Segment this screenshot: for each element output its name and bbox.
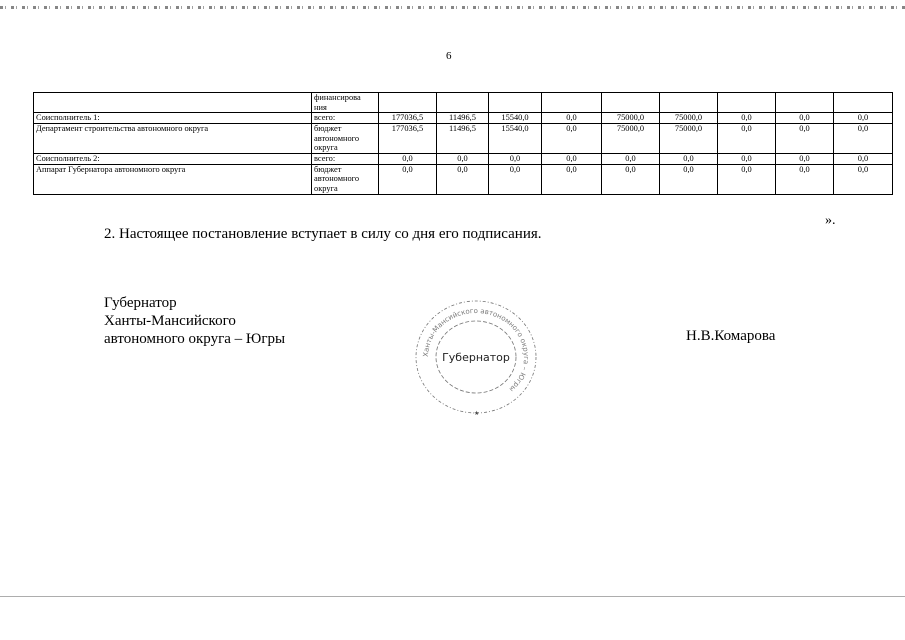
value-cell: 0,0 [776, 164, 834, 194]
value-cell: 0,0 [776, 123, 834, 153]
source-label: бюджет автономного округа [312, 123, 379, 153]
signatory-block [104, 294, 285, 348]
value-cell: 0,0 [542, 123, 602, 153]
value-cell: 15540,0 [489, 113, 542, 124]
value-cell: 0,0 [437, 164, 489, 194]
clause-text: 2. Настоящее постановление вступает в силу со дня его подписания. [104, 226, 542, 242]
signatory-title: Губернатор [104, 295, 177, 311]
signatory-region-suffix: автономного округа – Югры [104, 331, 286, 347]
value-cell: 177036,5 [379, 113, 437, 124]
table-row [34, 113, 893, 124]
coexecutor-title: Соисполнитель 2: [34, 153, 312, 164]
signatory-region: Ханты-Мансийского [104, 313, 236, 329]
coexecutor-name: Департамент строительства автономного округа [34, 123, 312, 153]
value-cell: 0,0 [437, 153, 489, 164]
value-cell: 0,0 [834, 123, 893, 153]
value-cell: 0,0 [602, 164, 660, 194]
seal-star-icon: ★ [474, 411, 480, 417]
scan-artifact-bottom [0, 596, 905, 597]
coexecutor-title: Соисполнитель 1: [34, 113, 312, 124]
signer-name: Н.В.Комарова [686, 328, 776, 344]
value-cell: 0,0 [660, 164, 718, 194]
value-cell: 0,0 [542, 153, 602, 164]
value-cell: 0,0 [489, 153, 542, 164]
value-cell: 0,0 [542, 113, 602, 124]
value-cell: 0,0 [834, 164, 893, 194]
value-cell: 75000,0 [602, 113, 660, 124]
table-cell [489, 93, 542, 113]
value-cell: 0,0 [542, 164, 602, 194]
value-cell: 0,0 [379, 153, 437, 164]
funding-table [33, 92, 893, 195]
table-cell [379, 93, 437, 113]
value-cell: 0,0 [379, 164, 437, 194]
financing-source-header: финансирова ния [312, 93, 379, 113]
table-cell [834, 93, 893, 113]
table-row [34, 164, 893, 194]
table-cell [660, 93, 718, 113]
source-label: всего: [312, 153, 379, 164]
table-cell [542, 93, 602, 113]
official-seal [408, 295, 544, 419]
value-cell: 0,0 [776, 113, 834, 124]
table-cell [602, 93, 660, 113]
table-row [34, 153, 893, 164]
table-row [34, 123, 893, 153]
value-cell: 0,0 [776, 153, 834, 164]
value-cell: 0,0 [718, 123, 776, 153]
value-cell: 0,0 [718, 113, 776, 124]
table-row-header-fragment [34, 93, 893, 113]
page-number: 6 [446, 50, 452, 62]
value-cell: 75000,0 [660, 123, 718, 153]
value-cell: 0,0 [660, 153, 718, 164]
coexecutor-name: Аппарат Губернатора автономного округа [34, 164, 312, 194]
scan-artifact-top [0, 6, 905, 9]
value-cell: 0,0 [718, 164, 776, 194]
value-cell: 75000,0 [660, 113, 718, 124]
seal-ring-textpath: Ханты-Мансийского автономного округа – Югры [421, 306, 531, 394]
value-cell: 177036,5 [379, 123, 437, 153]
seal-center-text: Губернатор [442, 351, 510, 364]
source-label: бюджет автономного округа [312, 164, 379, 194]
table-cell [776, 93, 834, 113]
table-cell [718, 93, 776, 113]
value-cell: 0,0 [602, 153, 660, 164]
value-cell: 0,0 [489, 164, 542, 194]
value-cell: 0,0 [718, 153, 776, 164]
value-cell: 11496,5 [437, 113, 489, 124]
closing-quote: ». [825, 213, 836, 228]
table-cell [437, 93, 489, 113]
value-cell: 11496,5 [437, 123, 489, 153]
value-cell: 75000,0 [602, 123, 660, 153]
value-cell: 0,0 [834, 113, 893, 124]
source-label: всего: [312, 113, 379, 124]
value-cell: 0,0 [834, 153, 893, 164]
table-cell [34, 93, 312, 113]
value-cell: 15540,0 [489, 123, 542, 153]
